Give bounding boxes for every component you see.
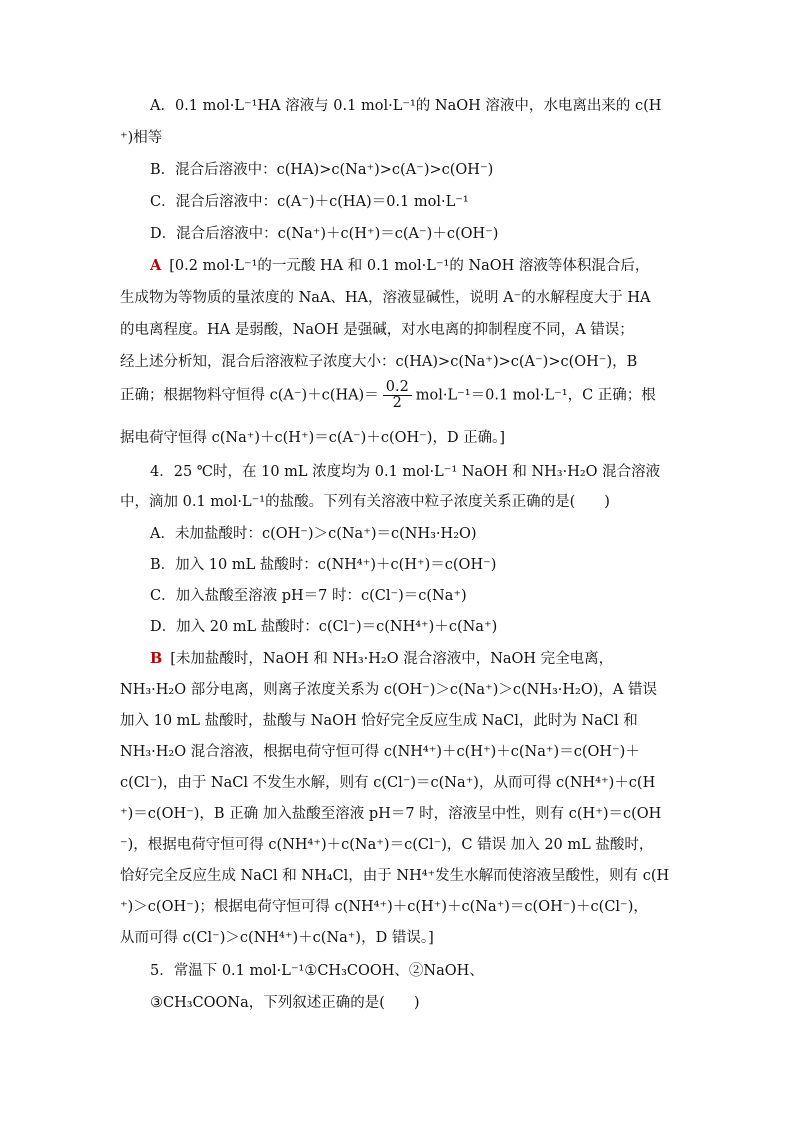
q3-option-d: D．混合后溶液中：c(Na⁺)＋c(H⁺)＝c(A⁻)＋c(OH⁻) [150, 226, 499, 242]
q4-explanation-line-1 [150, 649, 710, 669]
q4-stem-line-2: 中，滴加 0.1 mol·L⁻¹的盐酸。下列有关溶液中粒子浓度关系正确的是( ) [120, 494, 610, 510]
fraction-numerator: 0.2 [383, 380, 412, 396]
q3-explanation-line-6: 据电荷守恒得 c(Na⁺)＋c(H⁺)＝c(A⁻)＋c(OH⁻)，D 正确。] [120, 430, 506, 446]
q4-explanation-text: [未加盐酸时，NaOH 和 NH₃·H₂O 混合溶液中，NaOH 完全电离， [170, 651, 614, 667]
q3-option-a-cont: ⁺)相等 [120, 130, 163, 146]
q4-option-b: B．加入 10 mL 盐酸时：c(NH⁴⁺)＋c(H⁺)＝c(OH⁻) [150, 557, 497, 573]
q3-explanation-line-5 [120, 380, 680, 411]
q4-explanation-line-9: ⁺)＞c(OH⁻)；根据电荷守恒可得 c(NH⁴⁺)＋c(H⁺)＋c(Na⁺)＝c(OH⁻)＋c(Cl⁻)， [120, 899, 648, 915]
q3-explanation-text-5a: 正确；根据物料守恒得 c(A⁻)＋c(HA)＝ [120, 387, 379, 404]
q4-option-a: A．未加盐酸时：c(OH⁻)＞c(Na⁺)＝c(NH₃·H₂O) [150, 526, 477, 542]
q3-explanation-text-5b: mol·L⁻¹＝0.1 mol·L⁻¹，C 正确；根 [415, 387, 656, 404]
q4-option-d: D．加入 20 mL 盐酸时：c(Cl⁻)＝c(NH⁴⁺)＋c(Na⁺) [150, 619, 498, 635]
q3-option-a: A．0.1 mol·L⁻¹HA 溶液与 0.1 mol·L⁻¹的 NaOH 溶液中，水电离出来的 c(H [150, 98, 662, 114]
q5-stem-line-1: 5．常温下 0.1 mol·L⁻¹①CH₃COOH、②NaOH、 [150, 963, 484, 979]
q4-explanation-line-2: NH₃·H₂O 部分电离，则离子浓度关系为 c(OH⁻)＞c(Na⁺)＞c(NH₃·H₂O)，A 错误 [120, 682, 657, 698]
q4-explanation-line-4: NH₃·H₂O 混合溶液，根据电荷守恒可得 c(NH⁴⁺)＋c(H⁺)＋c(Na⁺)＝c(OH⁻)＋ [120, 744, 640, 760]
fraction-denominator: 2 [392, 395, 402, 411]
q4-explanation-line-10: 从而可得 c(Cl⁻)＞c(NH⁴⁺)＋c(Na⁺)，D 错误。] [120, 930, 434, 946]
fraction [383, 380, 412, 411]
q3-explanation-line-2: 生成物为等物质的量浓度的 NaA、HA，溶液显碱性，说明 A⁻的水解程度大于 HA [120, 290, 651, 306]
q3-explanation-line-4: 经上述分析知，混合后溶液粒子浓度大小：c(HA)>c(Na⁺)>c(A⁻)>c(OH⁻)，B [120, 354, 638, 370]
q3-option-c: C．混合后溶液中：c(A⁻)＋c(HA)＝0.1 mol·L⁻¹ [150, 194, 469, 210]
q5-stem-line-2: ③CH₃COONa，下列叙述正确的是( ) [150, 995, 420, 1011]
q4-explanation-line-8: 恰好完全反应生成 NaCl 和 NH₄Cl，由于 NH⁴⁺发生水解而使溶液呈酸性，则有 c(H [120, 868, 670, 884]
q4-explanation-line-3: 加入 10 mL 盐酸时，盐酸与 NaOH 恰好完全反应生成 NaCl，此时为 NaCl 和 [120, 713, 638, 729]
q3-explanation-line-1 [150, 256, 710, 276]
q4-explanation-line-7: ⁻)，根据电荷守恒可得 c(NH⁴⁺)＋c(Na⁺)＝c(Cl⁻)，C 错误 加入 20 mL 盐酸时， [120, 837, 654, 853]
q4-explanation-line-5: c(Cl⁻)，由于 NaCl 不发生水解，则有 c(Cl⁻)＝c(Na⁺)，从而可得 c(NH⁴⁺)＋c(H [120, 775, 656, 791]
q3-answer: A [150, 257, 162, 274]
q3-explanation-line-3: 的电离程度。HA 是弱酸，NaOH 是强碱，对水电离的抑制程度不同，A 错误； [120, 322, 634, 338]
q4-explanation-line-6: ⁺)＝c(OH⁻)，B 正确 加入盐酸至溶液 pH＝7 时，溶液呈中性，则有 c(H⁺)＝c(OH [120, 806, 662, 822]
q4-stem-line-1: 4．25 ℃时，在 10 mL 浓度均为 0.1 mol·L⁻¹ NaOH 和 NH₃·H₂O 混合溶液 [150, 464, 661, 480]
q3-explanation-text: [0.2 mol·L⁻¹的一元酸 HA 和 0.1 mol·L⁻¹的 NaOH 溶液等体积混合后， [169, 258, 650, 274]
q4-option-c: C．加入盐酸至溶液 pH＝7 时：c(Cl⁻)＝c(Na⁺) [150, 588, 467, 604]
q4-answer: B [150, 650, 163, 667]
q3-option-b: B．混合后溶液中：c(HA)>c(Na⁺)>c(A⁻)>c(OH⁻) [150, 162, 494, 178]
